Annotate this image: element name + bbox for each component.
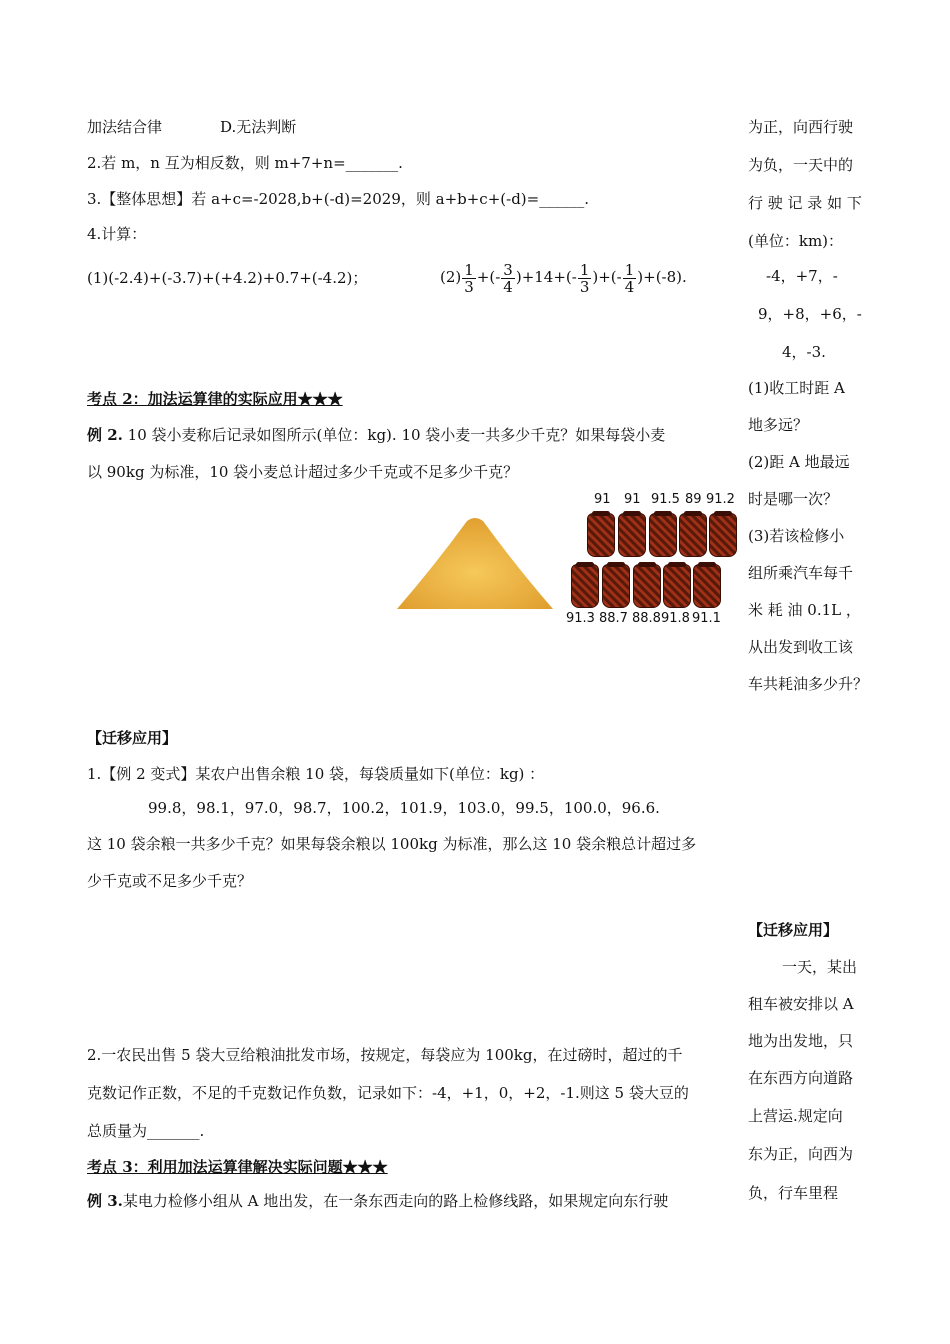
- sack-weight: 91.2: [706, 492, 735, 507]
- transfer-2-line-3: 总质量为_______.: [87, 1122, 205, 1140]
- sack: [693, 564, 721, 608]
- example-2-label: 例 2.: [87, 426, 123, 444]
- side-line: (3)若该检修小: [748, 527, 845, 545]
- grain-pile-image: [395, 515, 555, 613]
- side-line: 时是哪一次？: [748, 490, 839, 508]
- sack-weight: 91.3: [566, 611, 595, 626]
- side-line: (单位：km)：: [748, 232, 844, 250]
- question-4: 4.计算：: [87, 225, 147, 243]
- side-line: (1)收工时距 A: [748, 379, 845, 397]
- side-line: 米 耗 油 0.1L ，: [748, 601, 861, 619]
- key-point-2-heading: 考点 2：加法运算律的实际应用★★★: [87, 390, 343, 408]
- side-line: 组所乘汽车每千: [748, 564, 854, 582]
- example-2-line-2: 以 90kg 为标准，10 袋小麦总计超过多少千克或不足多少千克？: [87, 463, 519, 481]
- calc2-prefix: (2): [440, 268, 462, 286]
- denominator: 4: [503, 277, 513, 296]
- fraction: [623, 262, 637, 295]
- question-2: 2.若 m，n 互为相反数，则 m+7+n=_______.: [87, 154, 403, 172]
- sack-weight: 91.1: [692, 611, 721, 626]
- numerator: 1: [579, 260, 590, 279]
- side-line: 地为出发地，只: [748, 1032, 854, 1050]
- calc2-op: +(-: [476, 268, 501, 286]
- sack: [709, 513, 737, 557]
- denominator: 3: [579, 277, 590, 296]
- sack-weight: 89: [685, 492, 702, 507]
- calc-2: [440, 257, 687, 297]
- transfer-2-line-1: 2.一农民出售 5 袋大豆给粮油批发市场，按规定，每袋应为 100kg，在过磅时，超过的千: [87, 1046, 683, 1064]
- sack: [663, 564, 691, 608]
- transfer-1-line-3: 这 10 袋余粮一共多少千克？如果每袋余粮以 100kg 为标准，那么这 10 袋余粮总计超过多: [87, 835, 697, 853]
- sack: [587, 513, 615, 557]
- side-line: 在东西方向道路: [748, 1069, 854, 1087]
- sack-weight: 91.5: [651, 492, 680, 507]
- sack-weight: 91: [624, 492, 641, 507]
- fraction: [501, 262, 515, 295]
- side-line: 一天，某出: [782, 958, 858, 976]
- transfer-application-heading: 【迁移应用】: [87, 729, 178, 747]
- side-line: 4，-3.: [782, 343, 826, 361]
- fraction: [462, 262, 476, 295]
- side-line: 车共耗油多少升？: [748, 675, 869, 693]
- sack: [649, 513, 677, 557]
- key-point-3-heading: 考点 3：利用加法运算律解决实际问题★★★: [87, 1158, 388, 1176]
- transfer-1-data: 99.8，98.1，97.0，98.7，100.2，101.9，103.0，99.5，100.0，96.6.: [148, 799, 660, 817]
- side-line: 行 驶 记 录 如 下: [748, 194, 862, 212]
- side-line: 负，行车里程: [748, 1184, 839, 1202]
- side-line: 租车被安排以 A: [748, 995, 854, 1013]
- numerator: 3: [503, 260, 513, 279]
- sack-weight: 91.8: [661, 611, 690, 626]
- example-2-text: 10 袋小麦称后记录如图所示(单位：kg). 10 袋小麦一共多少千克？如果每袋小麦: [122, 426, 666, 444]
- example-3-label: 例 3.: [87, 1192, 123, 1210]
- sack: [571, 564, 599, 608]
- calc2-op: )+14+(-: [515, 268, 577, 286]
- side-line: 上营运.规定向: [748, 1107, 843, 1125]
- calc2-op: )+(-: [592, 268, 622, 286]
- example-2-line-1: [87, 425, 665, 445]
- side-line: 地多远？: [748, 416, 809, 434]
- side-line: 9，+8，+6，-: [758, 305, 862, 323]
- sack-weight: 91: [594, 492, 611, 507]
- sack-weight: 88.7: [599, 611, 628, 626]
- sack: [618, 513, 646, 557]
- side-line: (2)距 A 地最远: [748, 453, 850, 471]
- numerator: 1: [624, 260, 635, 279]
- side-line: 东为正，向西为: [748, 1145, 854, 1163]
- side-transfer-heading: 【迁移应用】: [748, 921, 839, 939]
- sack: [633, 564, 661, 608]
- example-3-line-1: [87, 1191, 668, 1211]
- calc2-op: )+(-8).: [637, 268, 687, 286]
- side-line: 为正，向西行驶: [748, 118, 854, 136]
- sack: [602, 564, 630, 608]
- question-3: 3.【整体思想】若 a+c=-2028,b+(-d)=2029，则 a+b+c+(-d)=______.: [87, 190, 589, 208]
- fraction: [578, 262, 592, 295]
- option-d-text: D.无法判断: [220, 118, 297, 136]
- denominator: 3: [464, 277, 474, 296]
- example-3-text: 某电力检修小组从 A 地出发，在一条东西走向的路上检修线路，如果规定向东行驶: [122, 1192, 669, 1210]
- transfer-1-line-4: 少千克或不足多少千克？: [87, 872, 253, 890]
- transfer-1-line-1: 1.【例 2 变式】某农户出售余粮 10 袋，每袋质量如下(单位：kg) ：: [87, 765, 545, 783]
- sack: [679, 513, 707, 557]
- side-line: 从出发到收工该: [748, 638, 854, 656]
- denominator: 4: [624, 277, 635, 296]
- calc-1: (1)(-2.4)+(-3.7)+(+4.2)+0.7+(-4.2)；: [87, 269, 368, 287]
- option-c-text: 加法结合律: [87, 118, 163, 136]
- sack-weight: 88.8: [632, 611, 661, 626]
- numerator: 1: [464, 260, 474, 279]
- side-line: -4，+7，-: [766, 267, 838, 285]
- side-line: 为负，一天中的: [748, 156, 854, 174]
- transfer-2-line-2: 克数记作正数，不足的千克数记作负数，记录如下：-4，+1，0，+2，-1.则这 5 袋大豆的: [87, 1084, 689, 1102]
